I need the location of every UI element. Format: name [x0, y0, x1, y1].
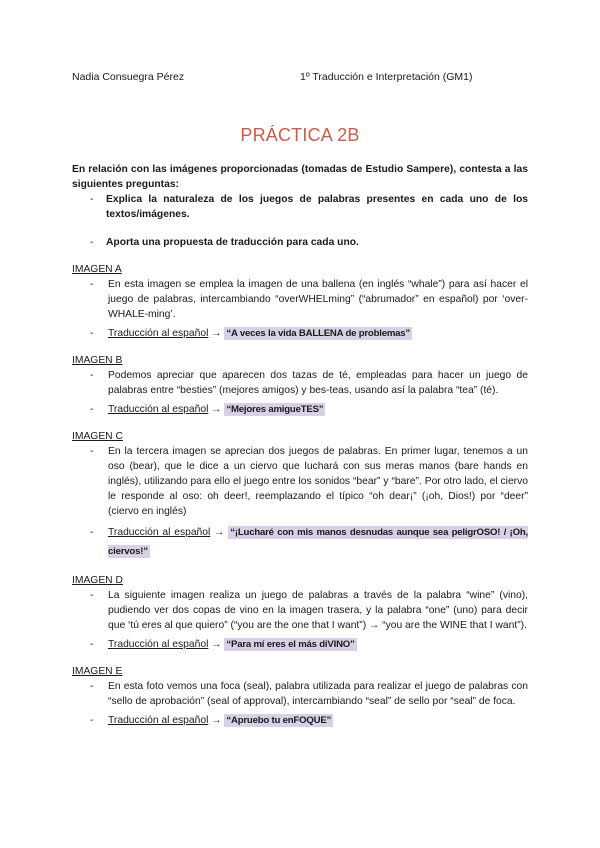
section-heading: IMAGEN B	[72, 355, 123, 366]
dash-bullet: -	[90, 404, 94, 415]
explanation-item	[72, 277, 528, 322]
section-heading: IMAGEN E	[72, 666, 123, 677]
explanation-text: En la tercera imagen se aprecian dos juegos de palabras. En primer lugar, tenemos a un oso (bear), que le dice a un ciervo que luchará con sus meras manos (bare hands en inglés), utilizando para ello el juego entre los sonidos “bear” y “bare”. Por otro lado, el ciervo le responde al oso: oh deer!, reemplazando el típico “oh dear¡” (¡oh, Dios!) por “deer” (ciervo en inglés)	[108, 446, 528, 517]
arrow-icon: →	[211, 715, 222, 726]
section-list	[72, 588, 528, 652]
translation-label: Traducción al español	[108, 328, 209, 339]
dash-bullet: -	[90, 681, 94, 692]
translation-item	[72, 326, 528, 341]
translation-label: Traducción al español	[108, 639, 209, 650]
explanation-text: En esta foto vemos una foca (seal), palabra utilizada para realizar el juego de palabras con “sello de aprobación” (seal of approval), intercambiando “seal” de sello por “seal” de foca.	[108, 681, 528, 707]
dash-bullet: -	[90, 639, 94, 650]
translation-item	[72, 713, 528, 728]
section-imagen-e	[72, 664, 528, 728]
arrow-icon: →	[214, 527, 225, 538]
section-imagen-a	[72, 262, 528, 341]
dash-bullet: -	[90, 279, 94, 290]
section-list	[72, 679, 528, 728]
arrow-icon: →	[211, 639, 222, 650]
section-imagen-c	[72, 429, 528, 561]
arrow-icon: →	[211, 404, 222, 415]
dash-bullet: -	[90, 446, 94, 457]
explanation-text: En esta imagen se emplea la imagen de una ballena (en inglés “whale”) para así hacer el juego de palabras, intercambiando “overWHELming” (“abrumador” en español) por ‘over-WHALE-ming’.	[108, 279, 528, 320]
question-text: Explica la naturaleza de los juegos de palabras presentes en cada uno de los textos/imágenes.	[106, 194, 528, 220]
dash-bullet: -	[90, 237, 94, 248]
explanation-item	[72, 444, 528, 519]
dash-bullet: -	[90, 328, 94, 339]
section-list	[72, 444, 528, 561]
explanation-text: La siguiente imagen realiza un juego de palabras a través de la palabra “wine” (vino), pudiendo ver dos copas de vino en la imagen trasera, y la palabra “one” (uno) para decir que ‘tú eres al que quiero” (“you are the one that I want”) → “you are the WINE that I want”).	[108, 590, 528, 631]
translation-text: “Mejores amigueTES”	[226, 404, 324, 415]
explanation-text: Podemos apreciar que aparecen dos tazas de té, empleadas para hacer un juego de palabras entre “besties” (mejores amigos) y bes-teas, usando así la palabra “tea” (té).	[108, 370, 528, 396]
translation-label: Traducción al español	[108, 527, 211, 538]
section-heading: IMAGEN A	[72, 264, 122, 275]
translation-label: Traducción al español	[108, 404, 209, 415]
translation-item	[72, 402, 528, 417]
section-list	[72, 368, 528, 417]
document-body	[72, 162, 528, 728]
intro-paragraph: En relación con las imágenes proporcionadas (tomadas de Estudio Sampere), contesta a las siguientes preguntas:	[72, 164, 528, 190]
dash-bullet: -	[90, 527, 94, 538]
translation-item	[72, 637, 528, 652]
question-list	[72, 192, 528, 250]
explanation-item	[72, 588, 528, 633]
question-item	[72, 235, 528, 250]
section-heading: IMAGEN C	[72, 431, 123, 442]
dash-bullet: -	[90, 715, 94, 726]
course-name: 1º Traducción e Interpretación (GM1)	[300, 71, 473, 83]
author-name: Nadia Consuegra Pérez	[72, 71, 185, 83]
dash-bullet: -	[90, 370, 94, 381]
section-imagen-b	[72, 353, 528, 417]
translation-text: “¡Lucharé con mis manos desnudas aunque sea peligrOSO! / ¡Oh, ciervos!”	[108, 527, 528, 557]
translation-text: “Para mí eres el más diVINO”	[226, 639, 355, 650]
section-heading: IMAGEN D	[72, 575, 123, 586]
arrow-icon: →	[211, 328, 222, 339]
explanation-item	[72, 368, 528, 398]
dash-bullet: -	[90, 194, 94, 205]
page-title: PRÁCTICA 2B	[240, 125, 360, 145]
translation-text: “A veces la vida BALLENA de problemas”	[226, 328, 411, 339]
page-header	[72, 71, 528, 85]
section-list	[72, 277, 528, 341]
translation-text: “Apruebo tu enFOQUE”	[226, 715, 332, 726]
question-text: Aporta una propuesta de traducción para cada uno.	[106, 237, 359, 248]
explanation-item	[72, 679, 528, 709]
dash-bullet: -	[90, 590, 94, 601]
translation-label: Traducción al español	[108, 715, 209, 726]
translation-item	[72, 523, 528, 561]
section-imagen-d	[72, 573, 528, 652]
question-item	[72, 192, 528, 222]
